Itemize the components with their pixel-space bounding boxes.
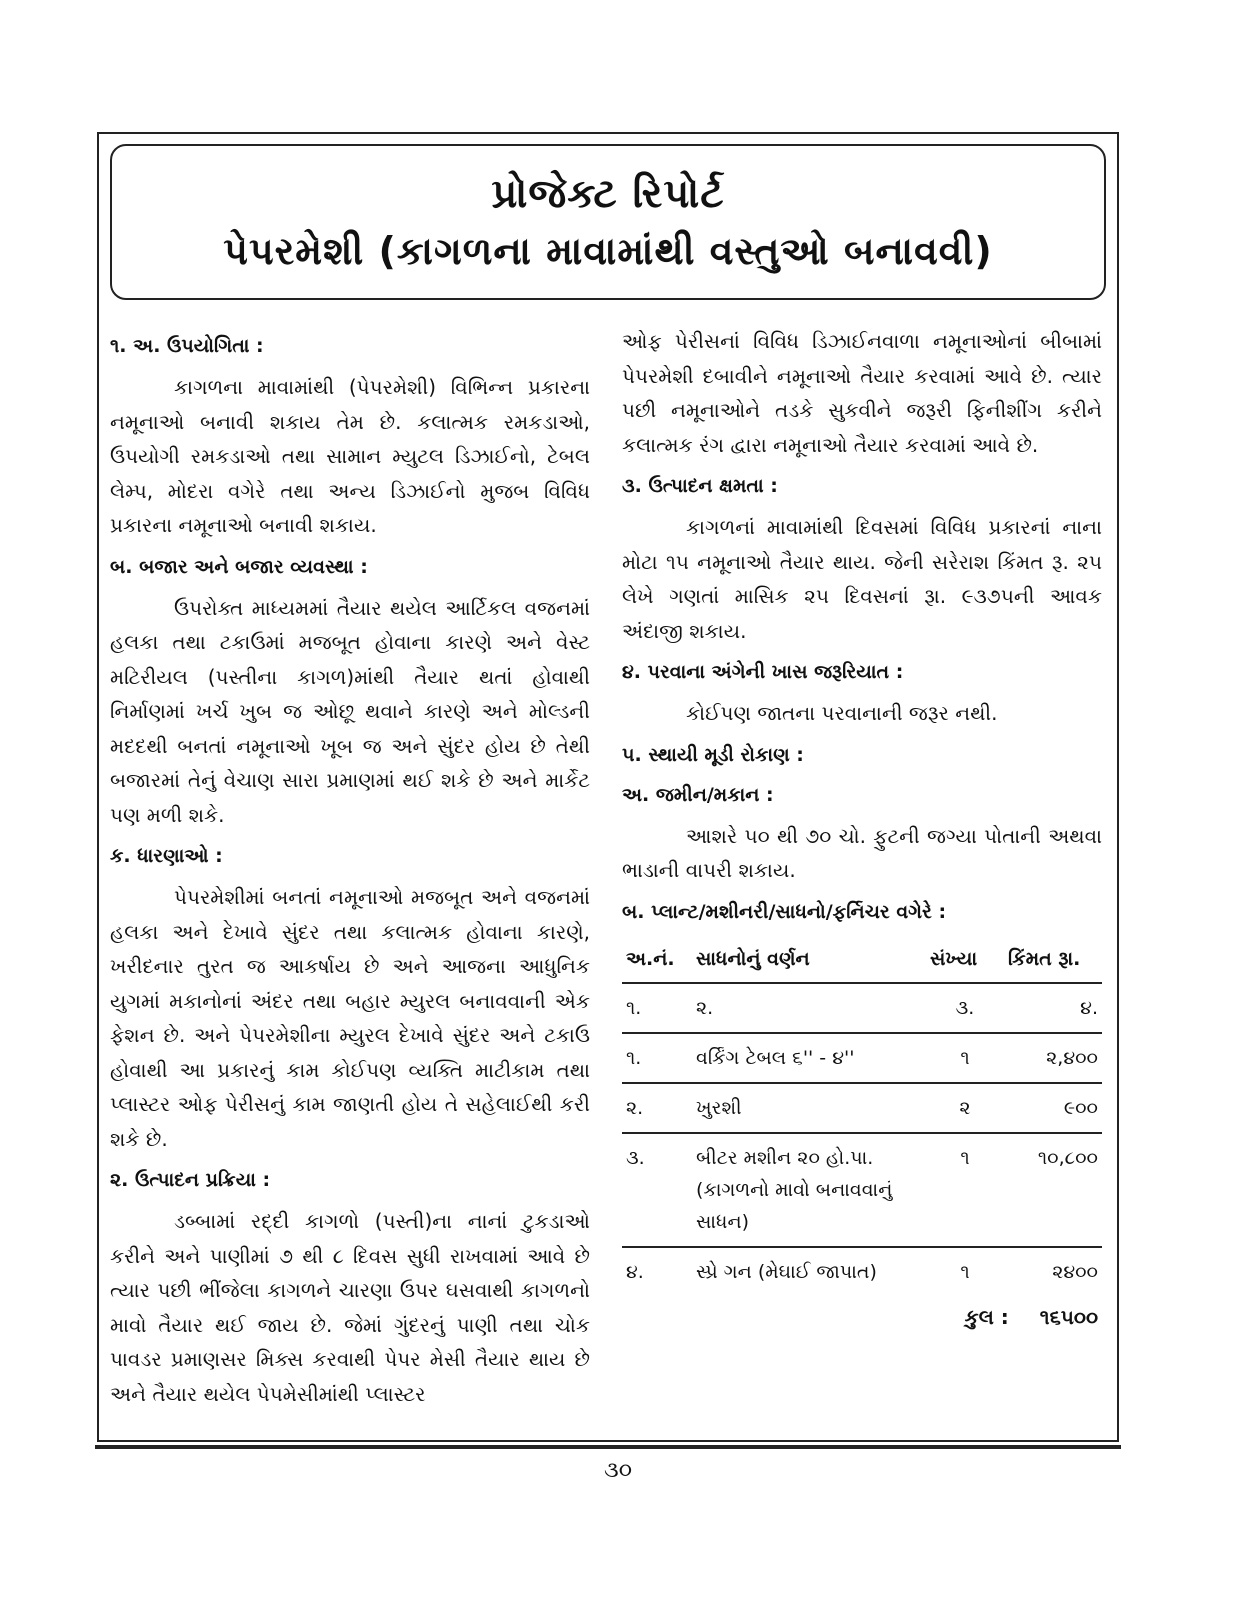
para-process-left: ડબ્બામાં રદ્દી કાગળો (પસ્તી)ના નાનાં ટુકડાઓ કરીને અને પાણીમાં ૭ થી ૮ દિવસ સુધી રાખવામાં આવે છે ત્યાર પછી ભીંજેલા કાગળને ચારણા ઉપર ઘસવાથી કાગળનો માવો તૈયાર થઈ જાય છે. જેમાં ગુંદરનું પાણી તથા ચોક પાવડર પ્રમાણસર મિક્સ કરવાથી પેપર મેસી તૈયાર થાય છે અને તૈયાર થયેલ પેપમેસીમાંથી પ્લાસ્ટર (110, 1209, 590, 1406)
table-total (622, 1300, 1102, 1335)
cell-qty: ૩. (926, 983, 1004, 1033)
report-title: પ્રોજેક્ટ રિપોર્ટ (491, 170, 725, 217)
heading-capital: ૫. સ્થાયી મૂડી રોકાણ : (622, 743, 804, 766)
para-land: આશરે ૫૦ થી ૭૦ ચો. ફુટની જગ્યા પોતાની અથવા ભાડાની વાપરી શકાય. (622, 823, 1102, 882)
report-subtitle: પેપરમેશી (કાગળના માવામાંથી વસ્તુઓ બનાવવી) (223, 228, 993, 273)
cell-desc: ખુરશી (692, 1083, 926, 1133)
right-column (622, 324, 1102, 1335)
table-header-row (622, 936, 1102, 984)
table-row (622, 1033, 1102, 1083)
heading-process: ૨. ઉત્પાદન પ્રક્રિયા : (110, 1169, 271, 1191)
col-header-no: અ.નં. (622, 936, 692, 984)
col-header-qty: સંખ્યા (926, 936, 1004, 984)
cell-price: ૧૦,૮૦૦ (1004, 1133, 1102, 1247)
cell-no: ૧. (622, 983, 692, 1033)
bottom-rule (95, 1445, 1121, 1449)
cell-desc: વર્કિંગ ટેબલ ૬'' - ૪'' (692, 1033, 926, 1083)
heading-land: અ. જમીન/મકાન : (622, 783, 774, 806)
para-market: ઉપરોક્ત માધ્યમમાં તૈયાર થયેલ આર્ટિકલ વજનમાં હલકા તથા ટકાઉમાં મજબૂત હોવાના કારણે અને વેસ્ટ મટિરીયલ (પસ્તીના કાગળ)માંથી તૈયાર થતાં હોવાથી નિર્માણમાં ખર્ચ ખુબ જ ઓછૂ થવાને કારણે અને મોલ્ડની મદદથી બનતાં નમૂનાઓ ખૂબ જ અને સુંદર હોય છે તેથી બજારમાં તેનું વેચાણ સારા પ્રમાણમાં થઈ શકે છે અને માર્કેટ પણ મળી શકે. (110, 595, 590, 827)
cell-price: ૨૪૦૦ (1052, 1261, 1098, 1283)
cell-no: ૪. (626, 1261, 644, 1283)
col-header-price: કિંમત રૂા. (1004, 936, 1102, 984)
para-capacity: કાગળનાં માવામાંથી દિવસમાં વિવિધ પ્રકારનાં નાના મોટા ૧૫ નમૂનાઓ તૈયાર થાય. જેની સરેરાશ કિંમત રૂ. ૨૫ લેખે ગણતાં માસિક ૨૫ દિવસનાં રૂા. ૯૩૭૫ની આવક અંદાજી શકાય. (622, 515, 1102, 643)
para-process-right: ઓફ પેરીસનાં વિવિધ ડિઝાઈનવાળા નમૂનાઓનાં બીબામાં પેપરમેશી દબાવીને નમૂનાઓ તૈયાર કરવામાં આવે છે. ત્યાર પછી નમૂનાઓને તડકે સુકવીને જરૂરી ફિનીશીંગ કરીને કલાત્મક રંગ દ્વારા નમૂનાઓ તૈયાર કરવામાં આવે છે. (622, 329, 1102, 457)
heading-license: ૪. પરવાના અંગેની ખાસ જરૂરિયાત : (622, 661, 904, 683)
table-row (622, 1133, 1102, 1247)
para-license: કોઈપણ જાતના પરવાનાની જરૂર નથી. (686, 701, 998, 725)
equipment-table (622, 936, 1102, 1297)
cell-price: ૯૦૦ (1004, 1083, 1102, 1133)
cell-price: ૨,૪૦૦ (1004, 1033, 1102, 1083)
cell-qty: ૧ (926, 1033, 1004, 1083)
heading-capacity: ૩. ઉત્પાદન ક્ષમતા : (622, 475, 778, 497)
cell-qty: ૧ (960, 1261, 970, 1283)
para-utility: કાગળના માવામાંથી (પેપરમેશી) વિભિન્ન પ્રકારના નમૂનાઓ બનાવી શકાય તેમ છે. કલાત્મક રમકડાઓ, ઉપયોગી રમકડાઓ તથા સામાન મ્યુટલ ડિઝાઈનો, ટેબલ લેમ્પ, મોદરા વગેરે તથા અન્ય ડિઝાઈનો મુજબ વિવિધ પ્રકારના નમૂનાઓ બનાવી શકાય. (110, 375, 590, 537)
heading-plant: બ. પ્લાન્ટ/મશીનરી/સાધનો/ફર્નિચર વગેરે : (622, 900, 947, 923)
cell-price: ૪. (1004, 983, 1102, 1033)
heading-assumptions: ક. ધારણાઓ : (110, 845, 223, 867)
cell-desc: સ્પ્રે ગન (મેઘાઈ જાપાત) (696, 1261, 877, 1283)
col-header-desc: સાધનોનું વર્ણન (692, 936, 926, 984)
table-row (622, 1247, 1102, 1296)
heading-market: બ. બજાર અને બજાર વ્યવસ્થા : (110, 555, 368, 578)
left-column (110, 324, 590, 1419)
title-box (110, 144, 1106, 300)
cell-qty: ૧ (926, 1133, 1004, 1247)
cell-no: ૧. (622, 1033, 692, 1083)
heading-utility: ૧. અ. ઉપયોગિતા : (110, 335, 264, 357)
cell-desc: બીટર મશીન ૨૦ હો.પા. (કાગળનો માવો બનાવવાનું સાધન) (692, 1133, 926, 1247)
cell-no: ૩. (622, 1133, 692, 1247)
cell-no: ૨. (622, 1083, 692, 1133)
table-row (622, 1083, 1102, 1133)
cell-desc: ૨. (692, 983, 926, 1033)
total-label: કુલ : (964, 1305, 1009, 1329)
table-row (622, 983, 1102, 1033)
para-assumptions: પેપરમેશીમાં બનતાં નમૂનાઓ મજબૂત અને વજનમાં હલકા અને દેખાવે સુંદર તથા કલાત્મક હોવાના કારણે, ખરીદનાર તુરત જ આકર્ષાય છે અને આજના આધુનિક યુગમાં મકાનોનાં અંદર તથા બહાર મ્યુરલ બનાવવાની એક ફેશન છે. અને પેપરમેશીના મ્યુરલ દેખાવે સુંદર અને ટકાઉ હોવાથી આ પ્રકારનું કામ કોઈપણ વ્યક્તિ માટીકામ તથા પ્લાસ્ટર ઓફ પેરીસનું કામ જાણતી હોય તે સહેલાઈથી કરી શકે છે. (110, 885, 590, 1151)
page-number: ૩૦ (604, 1458, 632, 1483)
total-value: ૧૬૫૦૦ (1039, 1305, 1098, 1329)
cell-qty: ૨ (926, 1083, 1004, 1133)
